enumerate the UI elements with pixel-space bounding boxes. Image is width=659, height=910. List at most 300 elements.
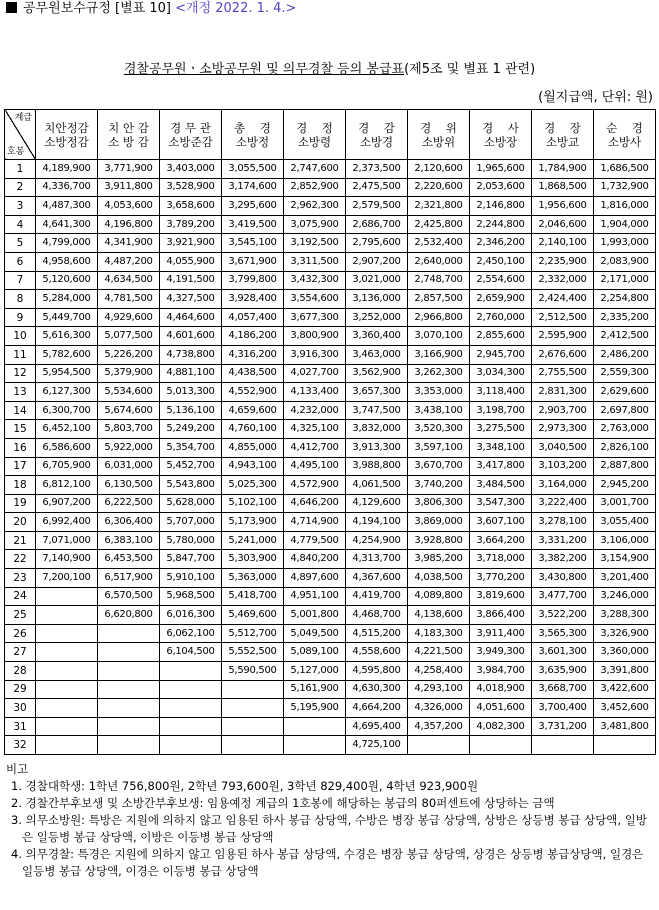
salary-cell: 4,646,200 bbox=[284, 494, 346, 513]
salary-cell: 4,495,100 bbox=[284, 457, 346, 476]
salary-cell: 6,031,000 bbox=[98, 457, 160, 476]
salary-cell: 6,104,500 bbox=[160, 643, 222, 662]
salary-cell: 4,258,400 bbox=[408, 662, 470, 681]
salary-cell: 3,731,200 bbox=[532, 717, 594, 736]
table-row bbox=[5, 587, 656, 606]
notes-section bbox=[6, 761, 656, 880]
table-row bbox=[5, 606, 656, 625]
salary-cell: 2,659,900 bbox=[470, 290, 532, 309]
salary-cell: 5,512,700 bbox=[222, 624, 284, 643]
salary-cell: 4,881,100 bbox=[160, 364, 222, 383]
salary-cell: 2,945,700 bbox=[470, 345, 532, 364]
salary-cell: 1,904,000 bbox=[594, 215, 656, 234]
salary-cell bbox=[408, 736, 470, 755]
salary-cell: 3,522,200 bbox=[532, 606, 594, 625]
salary-cell: 2,450,100 bbox=[470, 252, 532, 271]
table-row bbox=[5, 624, 656, 643]
salary-cell: 1,868,500 bbox=[532, 178, 594, 197]
step-number-cell: 15 bbox=[5, 420, 36, 439]
salary-cell: 4,601,600 bbox=[160, 327, 222, 346]
salary-cell: 2,486,200 bbox=[594, 345, 656, 364]
salary-cell: 2,083,900 bbox=[594, 252, 656, 271]
salary-cell: 6,222,500 bbox=[98, 494, 160, 513]
salary-cell: 3,198,700 bbox=[470, 401, 532, 420]
salary-cell bbox=[160, 717, 222, 736]
salary-cell bbox=[36, 680, 98, 699]
salary-cell: 5,449,700 bbox=[36, 308, 98, 327]
salary-cell: 5,590,500 bbox=[222, 662, 284, 681]
salary-cell: 4,958,600 bbox=[36, 252, 98, 271]
table-row bbox=[5, 383, 656, 402]
salary-cell: 3,771,900 bbox=[98, 160, 160, 179]
salary-cell: 5,552,500 bbox=[222, 643, 284, 662]
table-row bbox=[5, 308, 656, 327]
salary-cell: 1,956,600 bbox=[532, 197, 594, 216]
salary-cell: 5,226,200 bbox=[98, 345, 160, 364]
salary-cell: 4,196,800 bbox=[98, 215, 160, 234]
salary-cell bbox=[222, 717, 284, 736]
note-item-3: 3. 의무소방원: 특방은 지원에 의하지 않고 임용된 하사 봉급 상당액, 수방은 병장 봉급 상당액, 상방은 상등병 봉급 상당액, 일방은 일등병 봉급 상당액, 이방은 이등병 봉급 상당액 bbox=[11, 813, 647, 844]
salary-cell: 2,559,300 bbox=[594, 364, 656, 383]
salary-cell: 4,221,500 bbox=[408, 643, 470, 662]
step-number-cell: 27 bbox=[5, 643, 36, 662]
police-rank-label: 경 장 bbox=[544, 120, 581, 135]
salary-cell: 4,572,900 bbox=[284, 476, 346, 495]
step-number-cell: 29 bbox=[5, 680, 36, 699]
salary-cell: 6,812,100 bbox=[36, 476, 98, 495]
salary-cell: 3,118,400 bbox=[470, 383, 532, 402]
salary-cell: 6,517,900 bbox=[98, 569, 160, 588]
salary-cell: 4,018,900 bbox=[470, 680, 532, 699]
salary-cell: 6,062,100 bbox=[160, 624, 222, 643]
salary-cell: 4,232,000 bbox=[284, 401, 346, 420]
salary-cell: 4,038,500 bbox=[408, 569, 470, 588]
salary-cell: 2,146,800 bbox=[470, 197, 532, 216]
salary-cell: 5,968,500 bbox=[160, 587, 222, 606]
salary-cell: 3,528,900 bbox=[160, 178, 222, 197]
salary-cell: 3,438,100 bbox=[408, 401, 470, 420]
column-header bbox=[160, 110, 222, 160]
salary-cell bbox=[98, 643, 160, 662]
salary-cell: 4,183,300 bbox=[408, 624, 470, 643]
table-row bbox=[5, 717, 656, 736]
salary-cell: 4,438,500 bbox=[222, 364, 284, 383]
salary-cell: 3,677,300 bbox=[284, 308, 346, 327]
table-row bbox=[5, 178, 656, 197]
table-row bbox=[5, 252, 656, 271]
salary-cell: 2,120,600 bbox=[408, 160, 470, 179]
fire-rank-label: 소방정 bbox=[235, 134, 270, 149]
salary-cell: 3,832,000 bbox=[346, 420, 408, 439]
step-number-cell: 17 bbox=[5, 457, 36, 476]
step-number-cell: 7 bbox=[5, 271, 36, 290]
salary-cell: 2,826,100 bbox=[594, 438, 656, 457]
salary-cell: 3,192,500 bbox=[284, 234, 346, 253]
fire-rank-label: 소 방 감 bbox=[108, 134, 149, 149]
salary-cell: 3,670,700 bbox=[408, 457, 470, 476]
salary-cell: 2,532,400 bbox=[408, 234, 470, 253]
salary-cell: 4,053,600 bbox=[98, 197, 160, 216]
table-row bbox=[5, 364, 656, 383]
salary-cell: 5,241,000 bbox=[222, 531, 284, 550]
salary-cell: 5,102,100 bbox=[222, 494, 284, 513]
salary-cell: 4,779,500 bbox=[284, 531, 346, 550]
fire-rank-label: 소방교 bbox=[545, 134, 580, 149]
step-number-cell: 31 bbox=[5, 717, 36, 736]
salary-cell: 4,341,900 bbox=[98, 234, 160, 253]
salary-cell bbox=[284, 736, 346, 755]
step-number-cell: 13 bbox=[5, 383, 36, 402]
salary-cell: 3,562,900 bbox=[346, 364, 408, 383]
salary-cell: 3,463,000 bbox=[346, 345, 408, 364]
salary-cell: 3,565,300 bbox=[532, 624, 594, 643]
salary-cell: 4,760,100 bbox=[222, 420, 284, 439]
salary-cell: 3,360,000 bbox=[594, 643, 656, 662]
salary-cell: 2,755,500 bbox=[532, 364, 594, 383]
salary-cell: 3,311,500 bbox=[284, 252, 346, 271]
police-rank-label: 치 안 감 bbox=[108, 120, 149, 135]
salary-cell: 5,534,600 bbox=[98, 383, 160, 402]
salary-cell: 3,106,000 bbox=[594, 531, 656, 550]
salary-cell: 3,928,400 bbox=[222, 290, 284, 309]
salary-cell: 2,046,600 bbox=[532, 215, 594, 234]
salary-cell: 4,186,200 bbox=[222, 327, 284, 346]
salary-cell: 5,001,800 bbox=[284, 606, 346, 625]
salary-cell: 4,133,400 bbox=[284, 383, 346, 402]
salary-cell: 1,784,900 bbox=[532, 160, 594, 179]
table-row bbox=[5, 550, 656, 569]
salary-cell: 3,984,700 bbox=[470, 662, 532, 681]
salary-cell: 3,222,400 bbox=[532, 494, 594, 513]
salary-cell: 6,453,500 bbox=[98, 550, 160, 569]
salary-cell bbox=[98, 699, 160, 718]
salary-cell bbox=[36, 736, 98, 755]
salary-cell bbox=[98, 662, 160, 681]
salary-cell: 3,477,700 bbox=[532, 587, 594, 606]
salary-cell bbox=[160, 736, 222, 755]
salary-cell: 4,714,900 bbox=[284, 513, 346, 532]
police-rank-label: 치안정감 bbox=[44, 120, 89, 135]
salary-cell: 3,740,200 bbox=[408, 476, 470, 495]
step-number-cell: 23 bbox=[5, 569, 36, 588]
salary-cell: 2,857,500 bbox=[408, 290, 470, 309]
salary-cell: 2,220,600 bbox=[408, 178, 470, 197]
salary-cell: 6,300,700 bbox=[36, 401, 98, 420]
salary-cell: 5,025,300 bbox=[222, 476, 284, 495]
salary-cell: 2,629,600 bbox=[594, 383, 656, 402]
fire-rank-label: 소방정감 bbox=[44, 134, 89, 149]
column-header bbox=[594, 110, 656, 160]
fire-rank-label: 소방사 bbox=[607, 134, 642, 149]
salary-cell: 2,887,800 bbox=[594, 457, 656, 476]
salary-cell: 3,353,000 bbox=[408, 383, 470, 402]
step-number-cell: 9 bbox=[5, 308, 36, 327]
salary-cell: 3,246,000 bbox=[594, 587, 656, 606]
salary-cell: 3,201,400 bbox=[594, 569, 656, 588]
table-row bbox=[5, 569, 656, 588]
salary-cell: 5,616,300 bbox=[36, 327, 98, 346]
salary-cell: 3,520,300 bbox=[408, 420, 470, 439]
salary-cell: 3,800,900 bbox=[284, 327, 346, 346]
salary-cell: 4,725,100 bbox=[346, 736, 408, 755]
salary-cell: 3,770,200 bbox=[470, 569, 532, 588]
salary-cell: 2,332,000 bbox=[532, 271, 594, 290]
salary-cell: 3,075,900 bbox=[284, 215, 346, 234]
salary-cell bbox=[160, 699, 222, 718]
black-square-icon bbox=[6, 2, 17, 13]
salary-cell bbox=[36, 717, 98, 736]
salary-cell: 2,335,200 bbox=[594, 308, 656, 327]
salary-cell: 4,412,700 bbox=[284, 438, 346, 457]
salary-cell: 2,973,300 bbox=[532, 420, 594, 439]
salary-cell: 4,191,500 bbox=[160, 271, 222, 290]
salary-cell: 2,512,500 bbox=[532, 308, 594, 327]
table-row bbox=[5, 643, 656, 662]
table-row bbox=[5, 680, 656, 699]
salary-cell bbox=[284, 717, 346, 736]
salary-cell: 5,089,100 bbox=[284, 643, 346, 662]
salary-cell: 3,055,500 bbox=[222, 160, 284, 179]
salary-cell: 2,640,000 bbox=[408, 252, 470, 271]
salary-cell: 4,089,800 bbox=[408, 587, 470, 606]
revision-link[interactable]: <개정 2022. 1. 4.> bbox=[175, 1, 297, 16]
salary-cell: 2,321,800 bbox=[408, 197, 470, 216]
salary-cell: 2,855,600 bbox=[470, 327, 532, 346]
salary-cell: 3,700,400 bbox=[532, 699, 594, 718]
salary-cell: 5,049,500 bbox=[284, 624, 346, 643]
step-number-cell: 28 bbox=[5, 662, 36, 681]
table-row bbox=[5, 662, 656, 681]
table-row bbox=[5, 494, 656, 513]
table-row bbox=[5, 531, 656, 550]
police-rank-label: 순 경 bbox=[606, 120, 643, 135]
salary-cell: 4,515,200 bbox=[346, 624, 408, 643]
salary-cell: 3,866,400 bbox=[470, 606, 532, 625]
table-row bbox=[5, 736, 656, 755]
salary-cell: 2,966,800 bbox=[408, 308, 470, 327]
salary-cell: 5,284,000 bbox=[36, 290, 98, 309]
salary-cell: 2,425,800 bbox=[408, 215, 470, 234]
police-rank-label: 경 감 bbox=[358, 120, 395, 135]
salary-cell: 2,676,600 bbox=[532, 345, 594, 364]
salary-cell: 4,695,400 bbox=[346, 717, 408, 736]
corner-rank-label: 계급 bbox=[14, 113, 32, 123]
step-number-cell: 22 bbox=[5, 550, 36, 569]
salary-cell: 2,053,600 bbox=[470, 178, 532, 197]
salary-cell: 4,316,200 bbox=[222, 345, 284, 364]
law-name: 공무원보수규정 bbox=[23, 1, 111, 16]
table-row bbox=[5, 513, 656, 532]
salary-cell bbox=[36, 643, 98, 662]
step-number-cell: 8 bbox=[5, 290, 36, 309]
salary-cell: 3,601,300 bbox=[532, 643, 594, 662]
salary-cell: 6,586,600 bbox=[36, 438, 98, 457]
salary-cell: 4,630,300 bbox=[346, 680, 408, 699]
salary-cell: 4,634,500 bbox=[98, 271, 160, 290]
salary-cell: 6,620,800 bbox=[98, 606, 160, 625]
salary-cell: 4,558,600 bbox=[346, 643, 408, 662]
salary-cell: 4,325,100 bbox=[284, 420, 346, 439]
salary-cell: 7,071,000 bbox=[36, 531, 98, 550]
salary-cell: 6,907,200 bbox=[36, 494, 98, 513]
salary-cell: 2,962,300 bbox=[284, 197, 346, 216]
salary-cell: 3,547,300 bbox=[470, 494, 532, 513]
salary-cell: 3,819,600 bbox=[470, 587, 532, 606]
salary-cell: 4,897,600 bbox=[284, 569, 346, 588]
step-number-cell: 3 bbox=[5, 197, 36, 216]
salary-cell: 3,658,600 bbox=[160, 197, 222, 216]
salary-cell: 3,278,100 bbox=[532, 513, 594, 532]
table-title bbox=[0, 58, 659, 77]
salary-cell: 1,965,600 bbox=[470, 160, 532, 179]
salary-cell: 4,194,100 bbox=[346, 513, 408, 532]
salary-cell: 5,136,100 bbox=[160, 401, 222, 420]
salary-cell: 5,469,600 bbox=[222, 606, 284, 625]
salary-cell: 2,747,600 bbox=[284, 160, 346, 179]
salary-cell: 3,021,000 bbox=[346, 271, 408, 290]
salary-cell: 6,016,300 bbox=[160, 606, 222, 625]
salary-cell: 2,412,500 bbox=[594, 327, 656, 346]
table-title-ref: (제5조 및 별표 1 관련) bbox=[404, 62, 536, 77]
step-number-cell: 24 bbox=[5, 587, 36, 606]
column-header bbox=[222, 110, 284, 160]
corner-step-label: 호봉 bbox=[7, 147, 25, 157]
salary-cell: 3,985,200 bbox=[408, 550, 470, 569]
salary-cell: 5,780,000 bbox=[160, 531, 222, 550]
table-row bbox=[5, 160, 656, 179]
salary-cell bbox=[36, 699, 98, 718]
salary-cell: 5,077,500 bbox=[98, 327, 160, 346]
salary-cell: 4,419,700 bbox=[346, 587, 408, 606]
step-number-cell: 2 bbox=[5, 178, 36, 197]
table-row bbox=[5, 476, 656, 495]
fire-rank-label: 소방장 bbox=[483, 134, 518, 149]
salary-cell: 6,383,100 bbox=[98, 531, 160, 550]
salary-cell: 3,789,200 bbox=[160, 215, 222, 234]
table-row bbox=[5, 290, 656, 309]
salary-cell: 3,949,300 bbox=[470, 643, 532, 662]
salary-cell: 4,326,000 bbox=[408, 699, 470, 718]
salary-cell bbox=[36, 624, 98, 643]
salary-cell: 1,816,000 bbox=[594, 197, 656, 216]
salary-cell: 4,855,000 bbox=[222, 438, 284, 457]
salary-cell: 2,697,800 bbox=[594, 401, 656, 420]
salary-cell: 5,674,600 bbox=[98, 401, 160, 420]
salary-cell: 5,803,700 bbox=[98, 420, 160, 439]
salary-cell: 5,452,700 bbox=[160, 457, 222, 476]
salary-cell bbox=[160, 662, 222, 681]
salary-cell: 2,140,100 bbox=[532, 234, 594, 253]
salary-cell: 3,295,600 bbox=[222, 197, 284, 216]
salary-cell: 5,120,600 bbox=[36, 271, 98, 290]
salary-cell: 4,468,700 bbox=[346, 606, 408, 625]
table-row bbox=[5, 457, 656, 476]
salary-cell: 4,057,400 bbox=[222, 308, 284, 327]
salary-cell: 3,103,200 bbox=[532, 457, 594, 476]
table-row bbox=[5, 197, 656, 216]
salary-cell: 4,254,900 bbox=[346, 531, 408, 550]
page-header bbox=[6, 0, 296, 18]
salary-cell: 5,782,600 bbox=[36, 345, 98, 364]
salary-cell: 4,781,500 bbox=[98, 290, 160, 309]
salary-cell: 4,487,200 bbox=[98, 252, 160, 271]
salary-cell: 4,641,300 bbox=[36, 215, 98, 234]
salary-cell: 3,326,900 bbox=[594, 624, 656, 643]
salary-cell: 6,992,400 bbox=[36, 513, 98, 532]
salary-cell: 4,061,500 bbox=[346, 476, 408, 495]
salary-cell: 2,852,900 bbox=[284, 178, 346, 197]
salary-cell: 3,806,300 bbox=[408, 494, 470, 513]
salary-cell: 3,417,800 bbox=[470, 457, 532, 476]
salary-cell: 3,545,100 bbox=[222, 234, 284, 253]
table-row bbox=[5, 271, 656, 290]
salary-cell: 4,313,700 bbox=[346, 550, 408, 569]
salary-cell: 3,055,400 bbox=[594, 513, 656, 532]
salary-cell: 3,288,300 bbox=[594, 606, 656, 625]
police-rank-label: 경 정 bbox=[296, 120, 333, 135]
salary-cell: 1,993,000 bbox=[594, 234, 656, 253]
step-number-cell: 32 bbox=[5, 736, 36, 755]
salary-cell bbox=[36, 587, 98, 606]
corner-cell bbox=[5, 110, 36, 160]
salary-cell: 4,082,300 bbox=[470, 717, 532, 736]
table-row bbox=[5, 327, 656, 346]
salary-cell: 2,373,500 bbox=[346, 160, 408, 179]
salary-cell: 2,475,500 bbox=[346, 178, 408, 197]
salary-cell: 1,732,900 bbox=[594, 178, 656, 197]
salary-cell bbox=[222, 699, 284, 718]
salary-cell: 2,346,200 bbox=[470, 234, 532, 253]
salary-cell bbox=[98, 624, 160, 643]
salary-cell: 6,130,500 bbox=[98, 476, 160, 495]
salary-cell: 3,988,800 bbox=[346, 457, 408, 476]
salary-cell: 5,628,000 bbox=[160, 494, 222, 513]
salary-cell: 3,275,500 bbox=[470, 420, 532, 439]
salary-cell: 5,954,500 bbox=[36, 364, 98, 383]
salary-cell: 5,249,200 bbox=[160, 420, 222, 439]
salary-cell: 6,570,500 bbox=[98, 587, 160, 606]
salary-cell: 3,331,200 bbox=[532, 531, 594, 550]
salary-cell: 4,951,100 bbox=[284, 587, 346, 606]
unit-label: (월지급액, 단위: 원) bbox=[538, 90, 653, 105]
salary-cell: 7,200,100 bbox=[36, 569, 98, 588]
salary-cell bbox=[594, 736, 656, 755]
salary-cell: 5,543,800 bbox=[160, 476, 222, 495]
salary-cell bbox=[98, 680, 160, 699]
salary-cell: 4,357,200 bbox=[408, 717, 470, 736]
police-rank-label: 경 사 bbox=[482, 120, 519, 135]
salary-cell: 2,254,800 bbox=[594, 290, 656, 309]
salary-table bbox=[4, 109, 656, 755]
table-row bbox=[5, 699, 656, 718]
salary-cell: 6,452,100 bbox=[36, 420, 98, 439]
step-number-cell: 5 bbox=[5, 234, 36, 253]
salary-cell: 3,928,800 bbox=[408, 531, 470, 550]
salary-cell: 3,913,300 bbox=[346, 438, 408, 457]
salary-cell: 4,138,600 bbox=[408, 606, 470, 625]
salary-cell: 3,671,900 bbox=[222, 252, 284, 271]
column-header bbox=[470, 110, 532, 160]
salary-cell: 3,799,800 bbox=[222, 271, 284, 290]
salary-cell: 5,847,700 bbox=[160, 550, 222, 569]
salary-cell bbox=[470, 736, 532, 755]
salary-cell bbox=[98, 717, 160, 736]
salary-cell: 5,195,900 bbox=[284, 699, 346, 718]
step-number-cell: 30 bbox=[5, 699, 36, 718]
salary-cell: 3,164,000 bbox=[532, 476, 594, 495]
salary-cell: 3,360,400 bbox=[346, 327, 408, 346]
salary-cell bbox=[222, 736, 284, 755]
